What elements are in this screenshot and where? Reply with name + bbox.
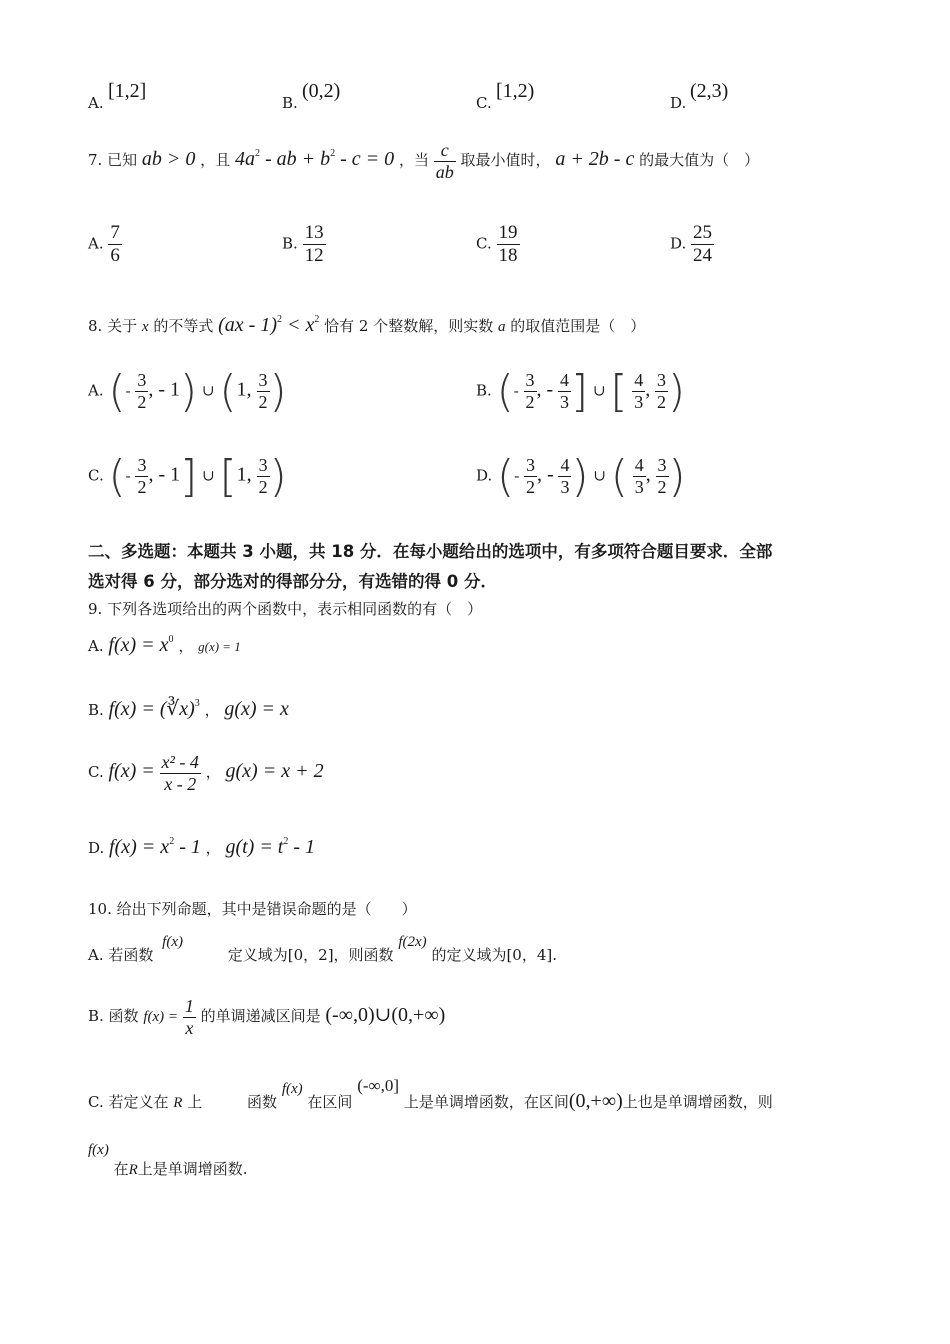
q6-option-c-expr: [1,2) — [496, 80, 535, 102]
q8-inequality: $(ax - 1)^2 < x^2$ — [218, 314, 320, 336]
q7-cond2: $4a^2$ - ab + $b^2 - c = 0$ — [234, 148, 395, 171]
q6-option-a-expr: [1,2] — [108, 80, 147, 102]
q10-option-c: C. 若定义在 R 上 函数 f(x) 在区间 (-∞,0] 上是单调增函数，在区间(0,+∞)上也是单调增函数，则 — [88, 1076, 773, 1112]
q8-option-c: C. (- $\frac{3}{2}$ , - 1] ∪ [1, $\frac{3}{2}$ ) — [88, 451, 287, 502]
q6-option-a-label: A. — [88, 94, 104, 112]
q7-option-a: A. $\frac{7}{6}$ — [88, 222, 120, 266]
q6-option-c-label: C. — [476, 94, 492, 112]
q7-option-d: D. $\frac{25}{24}$ — [670, 222, 713, 266]
q10-option-b: B. 函数 f(x) = $\frac{1}{x}$ 的单调递减区间是 (-∞,0)∪(0,+∞) — [88, 996, 446, 1038]
q7-option-c: C. $\frac{19}{18}$ — [476, 222, 518, 266]
q7-cond1: ab > 0 — [141, 148, 196, 171]
q8-option-b: B. (- $\frac{3}{2}$ , - $\frac{4}{3}$ ] ∪ [ $\frac{4}{3}$ , $\frac{3}{2}$ ) — [476, 366, 686, 417]
q7-number: 7. 已知 — [88, 151, 138, 170]
section2-line1: 二、多选题：本题共 3 小题，共 18 分．在每小题给出的选项中，有多项符合题目要求．全部 — [88, 542, 773, 561]
q8-option-d: D. (- $\frac{3}{2}$ , - $\frac{4}{3}$ ) ∪ ( $\frac{4}{3}$ , $\frac{3}{2}$ ) — [476, 451, 686, 502]
q10-option-a: A. 若函数 f(x) 定义域为[0，2]，则函数 f(2x) 的定义域为[0，4]. — [88, 934, 558, 964]
q6-option-d-label: D. — [670, 94, 687, 112]
q7-sep2: ，当 — [398, 151, 429, 170]
q9-option-b: B. f(x) = (∛x)$^3$ ， g(x) = x — [88, 698, 289, 720]
q6-option-d-expr: (2,3) — [690, 80, 729, 102]
q6-option-b-expr: (0,2) — [302, 80, 341, 102]
q8-option-a: A. (- $\frac{3}{2}$ , - 1) ∪ (1, $\frac{3}{2}$ ) — [88, 366, 287, 417]
q9-option-c: C. f(x) = $\frac{\text{x² - 4}}{x - 2}$ ， g(x) = x + 2 — [88, 752, 324, 794]
section2-line2: 选对得 6 分，部分选对的得部分分，有选错的得 0 分． — [88, 572, 497, 591]
q7-option-b: B. $\frac{13}{12}$ — [282, 222, 324, 266]
q7-tail1: 取最小值时， — [460, 151, 551, 170]
q9-option-d: D. $f(x) = x^2 - 1$ ， $g(t) = t^2 - 1$ — [88, 836, 316, 858]
q7-stem — [88, 140, 759, 182]
q7-tail2: 的最大值为（ ） — [639, 151, 760, 170]
q9-option-a: A. $f(x) = x^0$ ， g(x) = 1 — [88, 634, 241, 656]
q9-stem: 9. 下列各选项给出的两个函数中，表示相同函数的有（ ） — [88, 600, 483, 618]
q8-stem: 8. 关于 x 的不等式 $(ax - 1)^2 < x^2$ 恰有 2 个整数解，则实数 a 的取值范围是（ ） — [88, 314, 646, 336]
q7-sep1: ，且 — [200, 151, 231, 170]
q7-expr: a + 2b - c — [555, 148, 635, 171]
q6-option-b-label: B. — [282, 94, 298, 112]
q10-option-c-continued: f(x) 在R上是单调增函数. — [88, 1142, 248, 1178]
q7-fraction: $\frac{c}{ab}$ — [435, 140, 454, 182]
q10-stem: 10. 给出下列命题，其中是错误命题的是（ ） — [88, 900, 417, 918]
